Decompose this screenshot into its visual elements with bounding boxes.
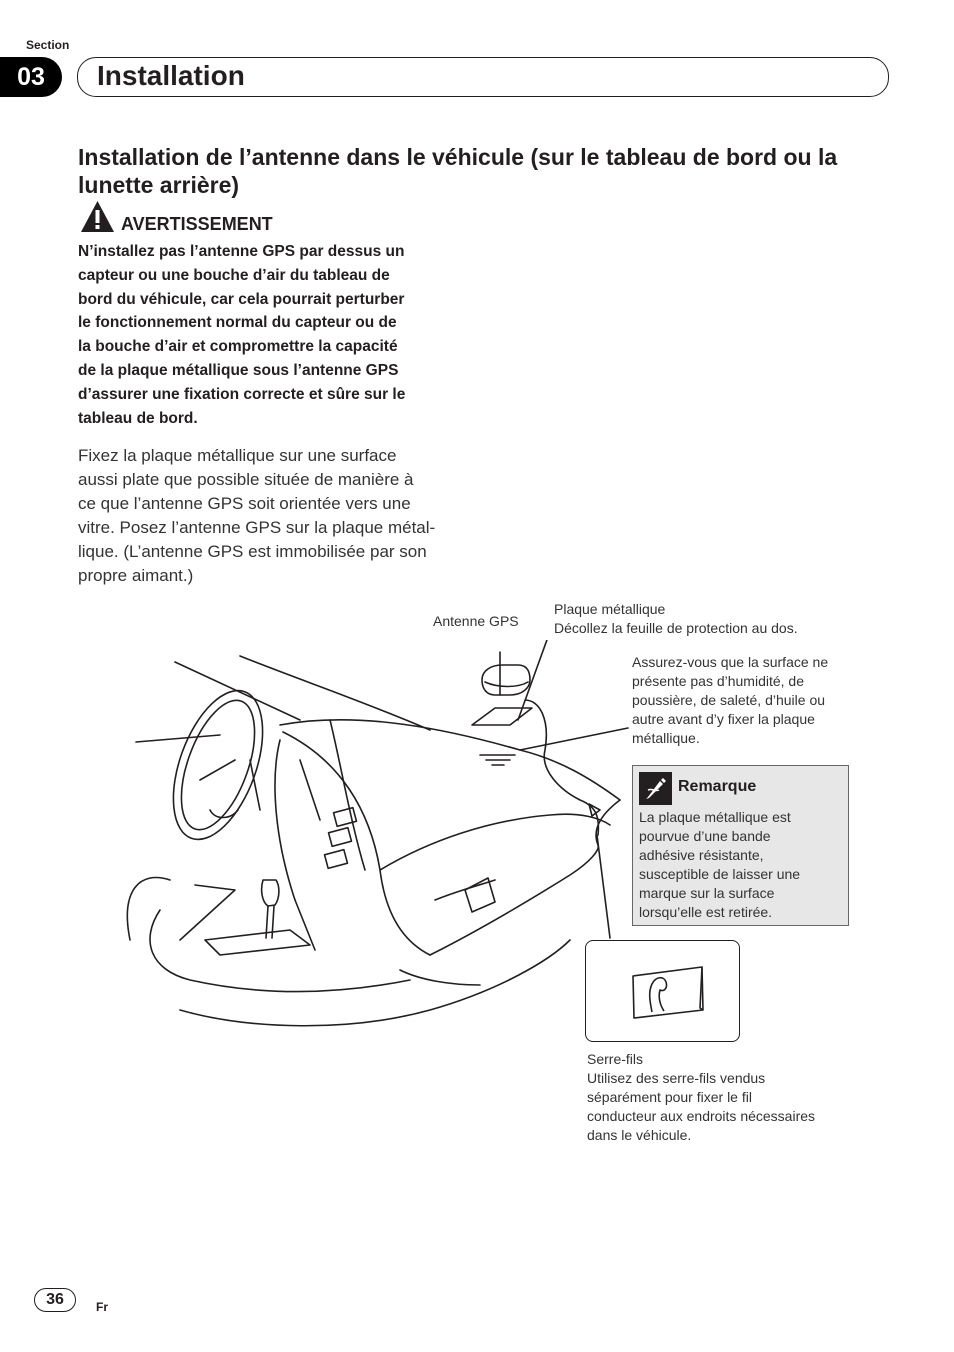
warning-line: N’installez pas l’antenne GPS par dessus un — [78, 243, 405, 260]
note-title: Remarque — [678, 778, 757, 795]
warning-triangle-icon — [80, 200, 115, 233]
note-line: susceptible de laisser une — [639, 866, 801, 882]
note-line: pourvue d’une bande — [639, 828, 771, 844]
note-line: lorsqu’elle est retirée. — [639, 904, 773, 920]
clamp-line: conducteur aux endroits nécessaires — [587, 1108, 816, 1124]
pencil-note-icon — [639, 772, 672, 805]
clamp-line: Utilisez des serre-fils vendus — [587, 1070, 766, 1086]
surface-note — [632, 653, 828, 748]
warning-text — [78, 240, 478, 430]
warning-line: d’assurer une fixation correcte et sûre sur le — [78, 385, 406, 403]
plate-caption — [554, 600, 798, 638]
clamp-line: séparément pour fixer le fil — [587, 1089, 752, 1105]
antenna-label: Antenne GPS — [433, 613, 519, 629]
instruction-line: Fixez la plaque métallique sur une surface — [78, 446, 397, 465]
note-line: marque sur la surface — [639, 885, 775, 901]
note-line: adhésive résistante, — [639, 847, 764, 863]
surface-note-line: Assurez-vous que la surface ne — [632, 654, 829, 670]
clamp-label: Serre-fils — [587, 1051, 644, 1067]
car-interior-illustration — [100, 640, 660, 1110]
cable-clamp-icon — [630, 962, 705, 1022]
section-title: Installation — [97, 60, 245, 91]
instruction-line: lique. (L’antenne GPS est immobilisée par son — [78, 542, 427, 561]
page-heading: Installation de l’antenne dans le véhicule (sur le tableau de bord ou la lunette arrière) — [78, 144, 838, 198]
warning-title: AVERTISSEMENT — [121, 214, 273, 234]
warning-line: bord du véhicule, car cela pourrait perturber — [78, 290, 405, 308]
instruction-line: vitre. Posez l’antenne GPS sur la plaque métal- — [78, 518, 436, 537]
instruction-line: aussi plate que possible située de manière à — [78, 470, 414, 489]
warning-line: la bouche d’air et compromettre la capacité — [78, 338, 398, 356]
section-number: 03 — [0, 57, 62, 97]
surface-note-line: poussière, de saleté, d’huile ou — [632, 692, 826, 708]
warning-line: tableau de bord. — [78, 409, 198, 427]
plate-instruction: Décollez la feuille de protection au dos. — [554, 620, 798, 636]
instruction-line: propre aimant.) — [78, 566, 194, 585]
note-text — [639, 808, 844, 922]
instruction-paragraph — [78, 444, 478, 588]
page-number: 36 — [34, 1288, 76, 1312]
plate-label: Plaque métallique — [554, 601, 666, 617]
note-line: La plaque métallique est — [639, 809, 791, 825]
warning-line: de la plaque métallique sous l’antenne GPS — [78, 361, 399, 379]
instruction-line: ce que l’antenne GPS soit orientée vers une — [78, 494, 411, 513]
clamp-line: dans le véhicule. — [587, 1127, 692, 1143]
surface-note-line: présente pas d’humidité, de — [632, 673, 804, 689]
section-label: Section — [26, 38, 70, 52]
warning-line: le fonctionnement normal du capteur ou de — [78, 314, 397, 332]
warning-line: capteur ou une bouche d’air du tableau de — [78, 266, 390, 284]
surface-note-line: métallique. — [632, 730, 700, 746]
surface-note-line: autre avant d’y fixer la plaque — [632, 711, 815, 727]
language-code: Fr — [96, 1300, 108, 1314]
